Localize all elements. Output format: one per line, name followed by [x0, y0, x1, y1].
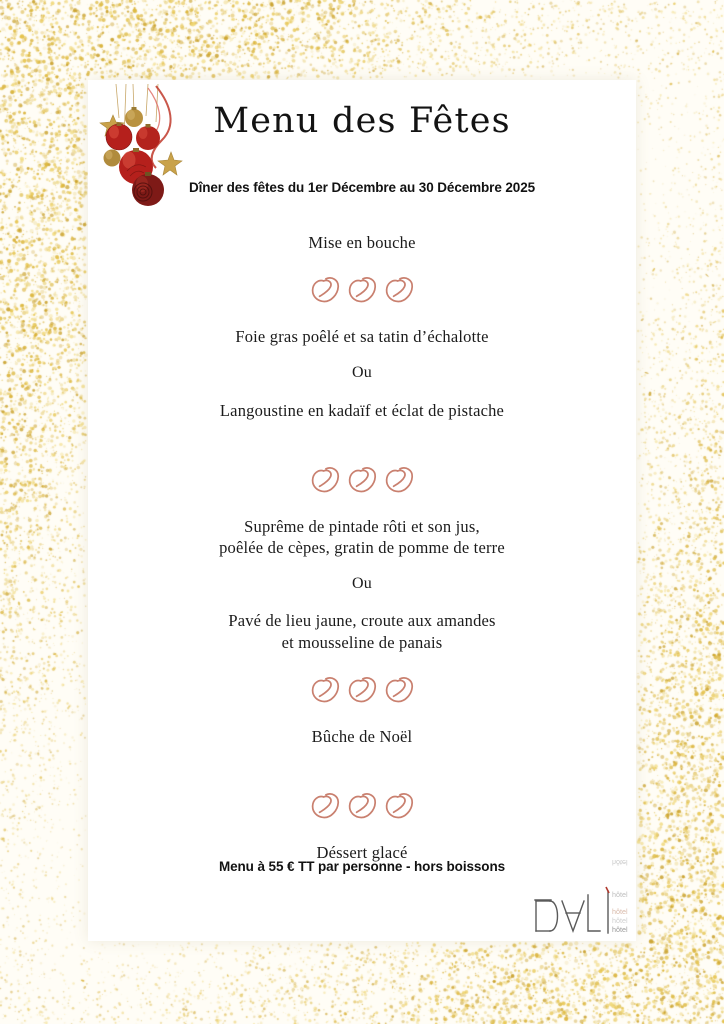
menu-date-range: Dîner des fêtes du 1er Décembre au 30 Décembre 2025	[188, 180, 536, 195]
hand-drawn-loop-ornament-icon	[347, 465, 378, 494]
spacer	[88, 253, 636, 275]
spacer	[88, 384, 636, 400]
hand-drawn-loop-ornament-icon	[384, 465, 415, 494]
hand-drawn-loop-ornament-icon	[310, 465, 341, 494]
ornament-divider	[88, 465, 636, 494]
hand-drawn-loop-ornament-icon	[347, 791, 378, 820]
spacer	[88, 704, 636, 726]
spacer	[88, 820, 636, 842]
course-heading: Bûche de Noël	[311, 726, 413, 746]
spacer	[88, 558, 636, 574]
menu-price: Menu à 55 € TT par personne - hors boissons	[218, 859, 505, 874]
hand-drawn-loop-ornament-icon	[384, 675, 415, 704]
menu-card	[88, 80, 636, 941]
dish-name: Langoustine en kadaïf et éclat de pistache	[219, 400, 505, 420]
hand-drawn-loop-ornament-icon	[384, 275, 415, 304]
spacer	[88, 747, 636, 769]
hand-drawn-loop-ornament-icon	[384, 791, 415, 820]
dish-name: Suprême de pintade rôti et son jus, poêlée de cèpes, gratin de pomme de terre	[219, 516, 505, 557]
ornament-divider	[88, 275, 636, 304]
spacer	[88, 769, 636, 791]
svg-text:hôtel: hôtel	[612, 858, 628, 867]
course-separator-or: Ou	[352, 364, 372, 382]
spacer	[88, 304, 636, 326]
svg-text:hôtel: hôtel	[612, 916, 628, 925]
ornament-divider	[88, 791, 636, 820]
course-heading: Déssert glacé	[316, 842, 408, 862]
spacer	[88, 421, 636, 465]
spacer	[88, 594, 636, 610]
dali-hotel-logo	[532, 858, 628, 935]
course-heading: Mise en bouche	[308, 233, 416, 252]
page-title: Menu des Fêtes	[213, 101, 511, 141]
svg-text:hôtel: hôtel	[612, 925, 628, 934]
hand-drawn-loop-ornament-icon	[310, 791, 341, 820]
svg-text:hôtel: hôtel	[612, 907, 628, 916]
course-separator-or: Ou	[352, 575, 372, 593]
hand-drawn-loop-ornament-icon	[347, 275, 378, 304]
spacer	[88, 494, 636, 516]
spacer	[88, 347, 636, 363]
svg-text:hôtel: hôtel	[612, 890, 628, 899]
hand-drawn-loop-ornament-icon	[347, 675, 378, 704]
dish-name: Foie gras poêlé et sa tatin d’échalotte	[235, 327, 489, 347]
hand-drawn-loop-ornament-icon	[310, 675, 341, 704]
hand-drawn-loop-ornament-icon	[310, 275, 341, 304]
spacer	[88, 653, 636, 675]
ornament-divider	[88, 675, 636, 704]
menu-courses	[88, 232, 636, 885]
dish-name: Pavé de lieu jaune, croute aux amandes et mousseline de panais	[228, 611, 496, 652]
